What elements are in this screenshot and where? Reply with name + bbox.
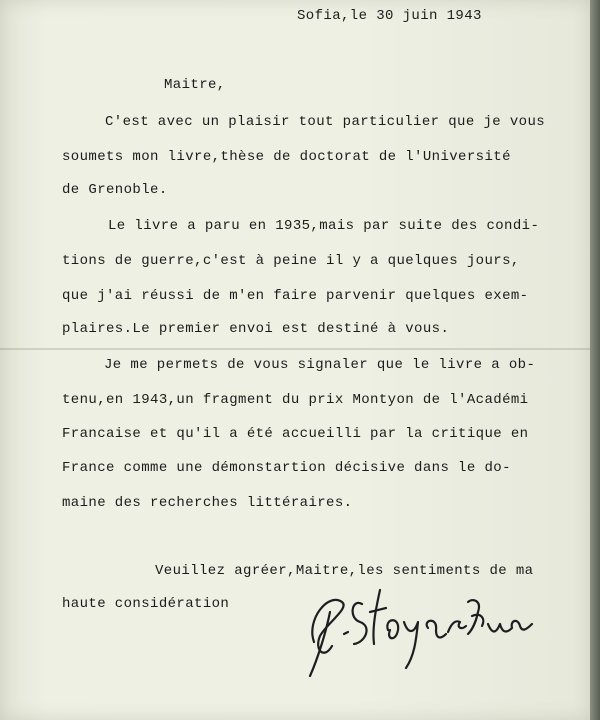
letter-date: Sofia,le 30 juin 1943 [297,8,482,24]
paragraph-1-line-2: soumets mon livre,thèse de doctorat de l'Université [62,149,511,165]
paper-fold [0,348,590,350]
handwritten-signature [296,572,536,682]
paragraph-2-line-2: tions de guerre,c'est à peine il y a quelques jours, [62,253,520,269]
paragraph-3-line-2: tenu,en 1943,un fragment du prix Montyon de l'Académi [62,392,529,408]
paragraph-1-line-3: de Grenoble. [62,182,168,198]
salutation: Maitre, [164,77,226,93]
paragraph-3-line-4: France comme une démonstartion décisive dans le do- [62,460,511,476]
closing-line-1: Veuillez agréer,Maitre,les sentiments de ma [155,563,534,579]
closing-line-2: haute considération [62,596,230,612]
page-edge [590,0,600,720]
paragraph-2-line-1: Le livre a paru en 1935,mais par suite des condi- [108,218,540,234]
paragraph-1-line-1: C'est avec un plaisir tout particulier que je vous [105,114,546,130]
paragraph-3-line-3: Francaise et qu'il a été accueilli par la critique en [62,426,529,442]
paragraph-3-line-5: maine des recherches littéraires. [62,495,353,511]
paragraph-3-line-1: Je me permets de vous signaler que le livre a ob- [104,357,536,373]
paragraph-2-line-3: que j'ai réussi de m'en faire parvenir quelques exem- [62,288,529,304]
paragraph-2-line-4: plaires.Le premier envoi est destiné à vous. [62,321,450,337]
